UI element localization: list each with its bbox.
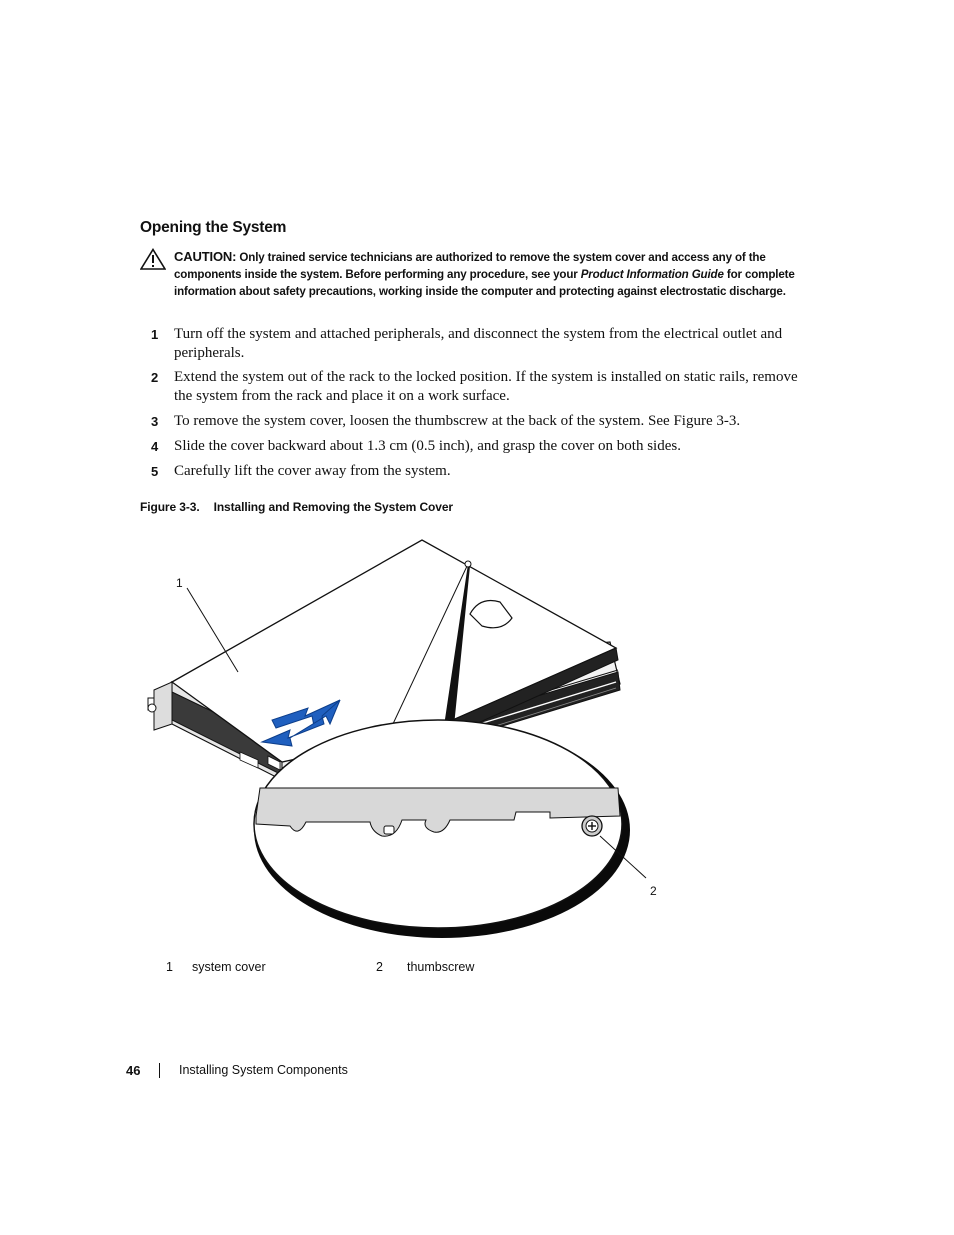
callout-1: 1 xyxy=(176,576,183,590)
legend-number: 1 xyxy=(166,960,173,974)
step-text: Carefully lift the cover away from the system. xyxy=(174,463,451,479)
step-text: Turn off the system and attached peripherals, and disconnect the system from the electrical outlet and peripherals. xyxy=(174,326,783,361)
caution-triangle-icon xyxy=(140,248,166,270)
step-3 xyxy=(140,412,816,431)
caution-label: CAUTION: xyxy=(174,249,237,264)
step-number: 5 xyxy=(151,464,159,479)
page-number: 46 xyxy=(126,1063,141,1078)
caution-notice xyxy=(140,248,816,300)
step-text: Slide the cover backward about 1.3 cm (0.5 inch), and grasp the cover on both sides. xyxy=(174,438,681,454)
figure-title: Installing and Removing the System Cover xyxy=(213,500,453,514)
thumbscrew-marker-icon xyxy=(465,561,471,567)
step-number: 4 xyxy=(151,439,159,454)
step-text: To remove the system cover, loosen the thumbscrew at the back of the system. See Figure 3-3. xyxy=(174,413,741,429)
caution-text-after: for complete information about safety precautions, working inside the computer and protecting against electrostatic discharge. xyxy=(174,268,795,298)
step-text: Extend the system out of the rack to the locked position. If the system is installed on static rails, remove the system from the rack and place it on a work surface. xyxy=(174,369,798,404)
thumbscrew-detail-callout xyxy=(254,720,630,938)
chapter-title: Installing System Components xyxy=(179,1063,348,1077)
step-number: 3 xyxy=(151,414,159,429)
step-number: 1 xyxy=(151,327,159,342)
figure-number: Figure 3-3. xyxy=(140,500,200,514)
system-cover-illustration xyxy=(130,530,670,950)
section-title: Opening the System xyxy=(140,219,287,236)
legend-label: thumbscrew xyxy=(407,960,475,974)
step-2 xyxy=(140,368,816,405)
legend-number: 2 xyxy=(376,960,383,974)
caution-text xyxy=(174,248,816,300)
step-4 xyxy=(140,437,816,456)
footer-divider xyxy=(159,1063,160,1078)
figure-caption xyxy=(140,500,453,514)
step-5 xyxy=(140,462,816,481)
step-1 xyxy=(140,325,816,362)
caution-guide-name: Product Information Guide xyxy=(580,268,724,281)
legend-label: system cover xyxy=(192,960,266,974)
step-number: 2 xyxy=(151,370,159,385)
caution-text-before: Only trained service technicians are authorized to remove the system cover and access any of the components inside the system. Before performing any procedure, see your xyxy=(174,251,766,281)
callout-2: 2 xyxy=(650,884,657,898)
